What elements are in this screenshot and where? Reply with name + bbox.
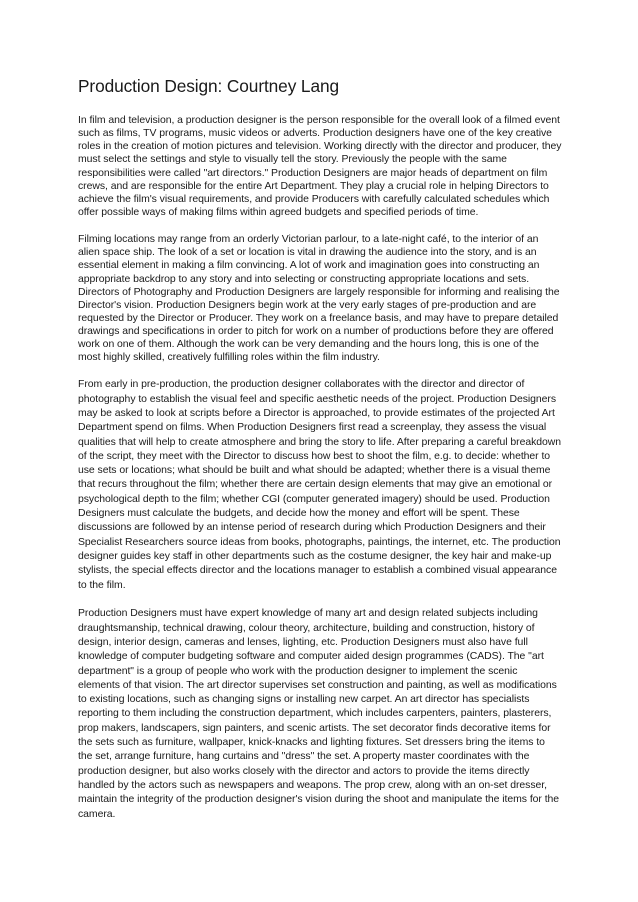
paragraph-pre-production: From early in pre-production, the production designer collaborates with the director and director of photography to establish the visual feel and specific aesthetic needs of the project. Production Designers may be asked to look at scripts before a Director is approached, to provide estimates of the projected Art Department spend on films. When Production Designers first read a screenplay, they assess the visual qualities that will help to create atmosphere and bring the story to life. After preparing a careful breakdown of the script, they meet with the Director to discuss how best to shoot the film, e.g. to decide: whether to use sets or locations; what should be built and what should be adapted; whether there is a visual theme that recurs throughout the film; whether there are certain design elements that may give an emotional or psychological depth to the film; whether CGI (computer generated imagery) should be used. Production Designers must calculate the budgets, and decide how the money and effort will be spent. These discussions are followed by an intense period of research during which Production Designers and their Specialist Researchers source ideas from books, photographs, paintings, the internet, etc. The production designer guides key staff in other departments such as the costume designer, the key hair and make-up stylists, the special effects director and the locations manager to establish a combined visual appearance to the film. (78, 379, 562, 591)
paragraph-art-department: Production Designers must have expert knowledge of many art and design related subjects including draughtsmanship, technical drawing, colour theory, architecture, building and construction, history of design, interior design, cameras and lenses, lighting, etc. Production Designers must also have full knowledge of computer budgeting software and computer aided design programmes (CADS). The "art department" is a group of people who work with the production designer to implement the scenic elements of that vision. The art director supervises set construction and painting, as well as modifications to existing locations, such as changing signs or installing new carpet. An art director has specialists reporting to them including the construction department, which includes carpenters, painters, plasterers, prop makers, landscapers, sign painters, and scenic artists. The set decorator finds decorative items for the sets such as furniture, wallpaper, knick-knacks and lighting fixtures. Set dressers bring the items to the set, arrange furniture, hang curtains and "dress" the set. A property master coordinates with the production designer, but also works closely with the director and actors to provide the items directly handled by the actors such as newspapers and weapons. The prop crew, along with an on-set dresser, maintain the integrity of the production designer's vision during the shoot and manipulate the items for the camera. (78, 608, 560, 820)
paragraph-intro: In film and television, a production designer is the person responsible for the overall look of a filmed event such as films, TV programs, music videos or adverts. Production designers have one of the key creative roles in the creation of motion pictures and television. Working directly with the director and producer, they must select the settings and style to visually tell the story. Previously the people with the same responsibilities were called "art directors." Production Designers are major heads of department on film crews, and are responsible for the entire Art Department. They play a crucial role in helping Directors to achieve the film's visual requirements, and provide Producers with carefully calculated schedules which offer possible ways of making films within agreed budgets and specified periods of time. (78, 115, 562, 219)
paragraph-locations: Filming locations may range from an orderly Victorian parlour, to a late-night café, to the interior of an alien space ship. The look of a set or location is vital in drawing the audience into the story, and is an essential element in making a film convincing. A lot of work and imagination goes into constructing an appropriate backdrop to any story and into selecting or constructing appropriate locations and sets. Directors of Photography and Production Designers are largely responsible for informing and realising the Director's vision. Production Designers begin work at the very early stages of pre-production and are requested by the Director or Producer. They work on a freelance basis, and may have to prepare detailed drawings and specifications in order to pitch for work on a number of productions before they are offered work on one of them. Although the work can be very demanding and the hours long, this is one of the most highly skilled, creatively fulfilling roles within the film industry. (78, 234, 560, 364)
page-title: Production Design: Courtney Lang (78, 76, 339, 96)
